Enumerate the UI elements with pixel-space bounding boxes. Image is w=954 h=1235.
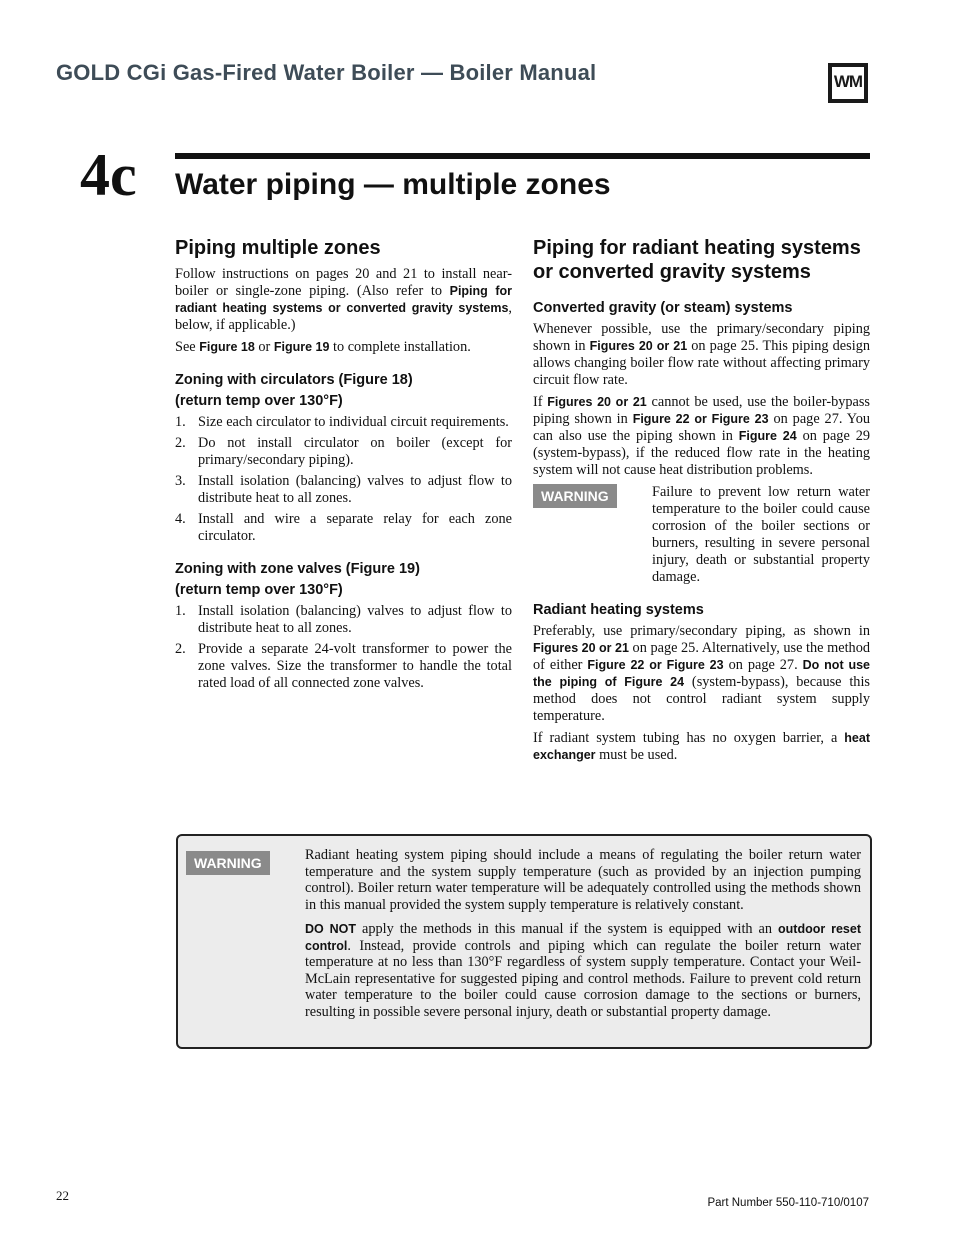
radiant-p2: If radiant system tubing has no oxygen barrier, a heat exchanger must be used. — [533, 730, 870, 763]
right-column — [533, 236, 870, 769]
left-see: See Figure 18 or Figure 19 to complete installation. — [175, 339, 471, 355]
logo-text: WM — [833, 72, 863, 91]
left-heading: Piping multiple zones — [175, 237, 381, 259]
list-item: 3. Install isolation (balancing) valves to adjust flow to distribute heat to all zones. — [175, 473, 512, 506]
warning-box — [176, 834, 872, 1049]
list-item: 4. Install and wire a separate relay for each zone circulator. — [175, 511, 512, 544]
radiant-heading: Radiant heating systems — [533, 602, 704, 618]
weil-mclain-logo — [828, 63, 868, 103]
warning-box-p2: DO NOT apply the methods in this manual if the system is equipped with an outdoor reset control. Instead, provide controls and piping which can regulate the boiler return water temperature at no less than 130°F regardless of system supply temperature. Contact your Weil-McLain representative for suggested piping and control methods. Failure to prevent cold return water temperature to the boiler could cause corrosion damage to the sections or burners, resulting in possible severe personal injury, death or substantial property damage. — [305, 921, 861, 1020]
radiant-p1: Preferably, use primary/secondary piping, as shown in Figures 20 or 21 on page 25. Alternatively, use the method of either Figure 22 or Figure 23 on page 27. Do not use the piping of Figure 24 (system-bypass), because this method does not control radiant system supply temperature. — [533, 623, 871, 724]
warning-badge: WARNING — [533, 484, 617, 508]
list-item: 1. Install isolation (balancing) valves to adjust flow to distribute heat to all zones. — [175, 603, 512, 636]
warning-box-text — [305, 847, 861, 1028]
left-column — [175, 236, 512, 696]
zone-valves-heading: Zoning with zone valves (Figure 19) (return temp over 130°F) — [175, 561, 420, 598]
list-item: 1. Size each circulator to individual circuit requirements. — [175, 414, 509, 430]
part-number: Part Number 550-110-710/0107 — [707, 1197, 869, 1209]
warning-text: Failure to prevent low return water temperature to the boiler could cause corrosion of the boiler sections or burners, resulting in severe personal injury, death or substantial property damage. — [652, 484, 870, 585]
manual-title: GOLD CGi Gas-Fired Water Boiler — Boiler Manual — [56, 60, 597, 85]
section-number: 4c — [80, 142, 137, 208]
section-title: Water piping — multiple zones — [175, 168, 611, 201]
list-item: 2. Do not install circulator on boiler (except for primary/secondary piping). — [175, 435, 512, 468]
left-intro: Follow instructions on pages 20 and 21 to install near-boiler or single-zone piping. (Also refer to Piping for radiant heating systems or converted gravity systems, below, if applicable.) — [175, 266, 512, 333]
warning-badge: WARNING — [186, 851, 270, 875]
circulators-heading: Zoning with circulators (Figure 18) (return temp over 130°F) — [175, 372, 413, 409]
list-item: 2. Provide a separate 24-volt transformer to power the zone valves. Size the transformer to handle the total rated load of all connected zone valves. — [175, 641, 512, 691]
right-heading: Piping for radiant heating systems or converted gravity systems — [533, 237, 861, 283]
circulators-list — [175, 414, 512, 545]
converted-gravity-heading: Converted gravity (or steam) systems — [533, 300, 793, 316]
warning-box-p1: Radiant heating system piping should include a means of regulating the boiler return water temperature and the system supply temperature (such as provided by an injection pumping control). Boiler return water temperature will be adequately controlled using the methods shown in this manual provided the system supply temperature is relatively constant. — [305, 847, 861, 913]
converted-gravity-p1: Whenever possible, use the primary/secondary piping shown in Figures 20 or 21 on page 25. This piping design allows changing boiler flow rate without affecting primary circuit flow rate. — [533, 321, 870, 388]
converted-gravity-p2: If Figures 20 or 21 cannot be used, use the boiler-bypass piping shown in Figure 22 or Figure 23 on page 27. You can also use the piping shown in Figure 24 on page 29 (system-bypass), if the reduced flow rate in the heating system will not cause heat distribution problems. — [533, 394, 871, 478]
page-number: 22 — [56, 1188, 69, 1203]
section-rule — [175, 153, 870, 159]
inline-warning — [533, 484, 870, 586]
zone-valves-list — [175, 603, 512, 692]
